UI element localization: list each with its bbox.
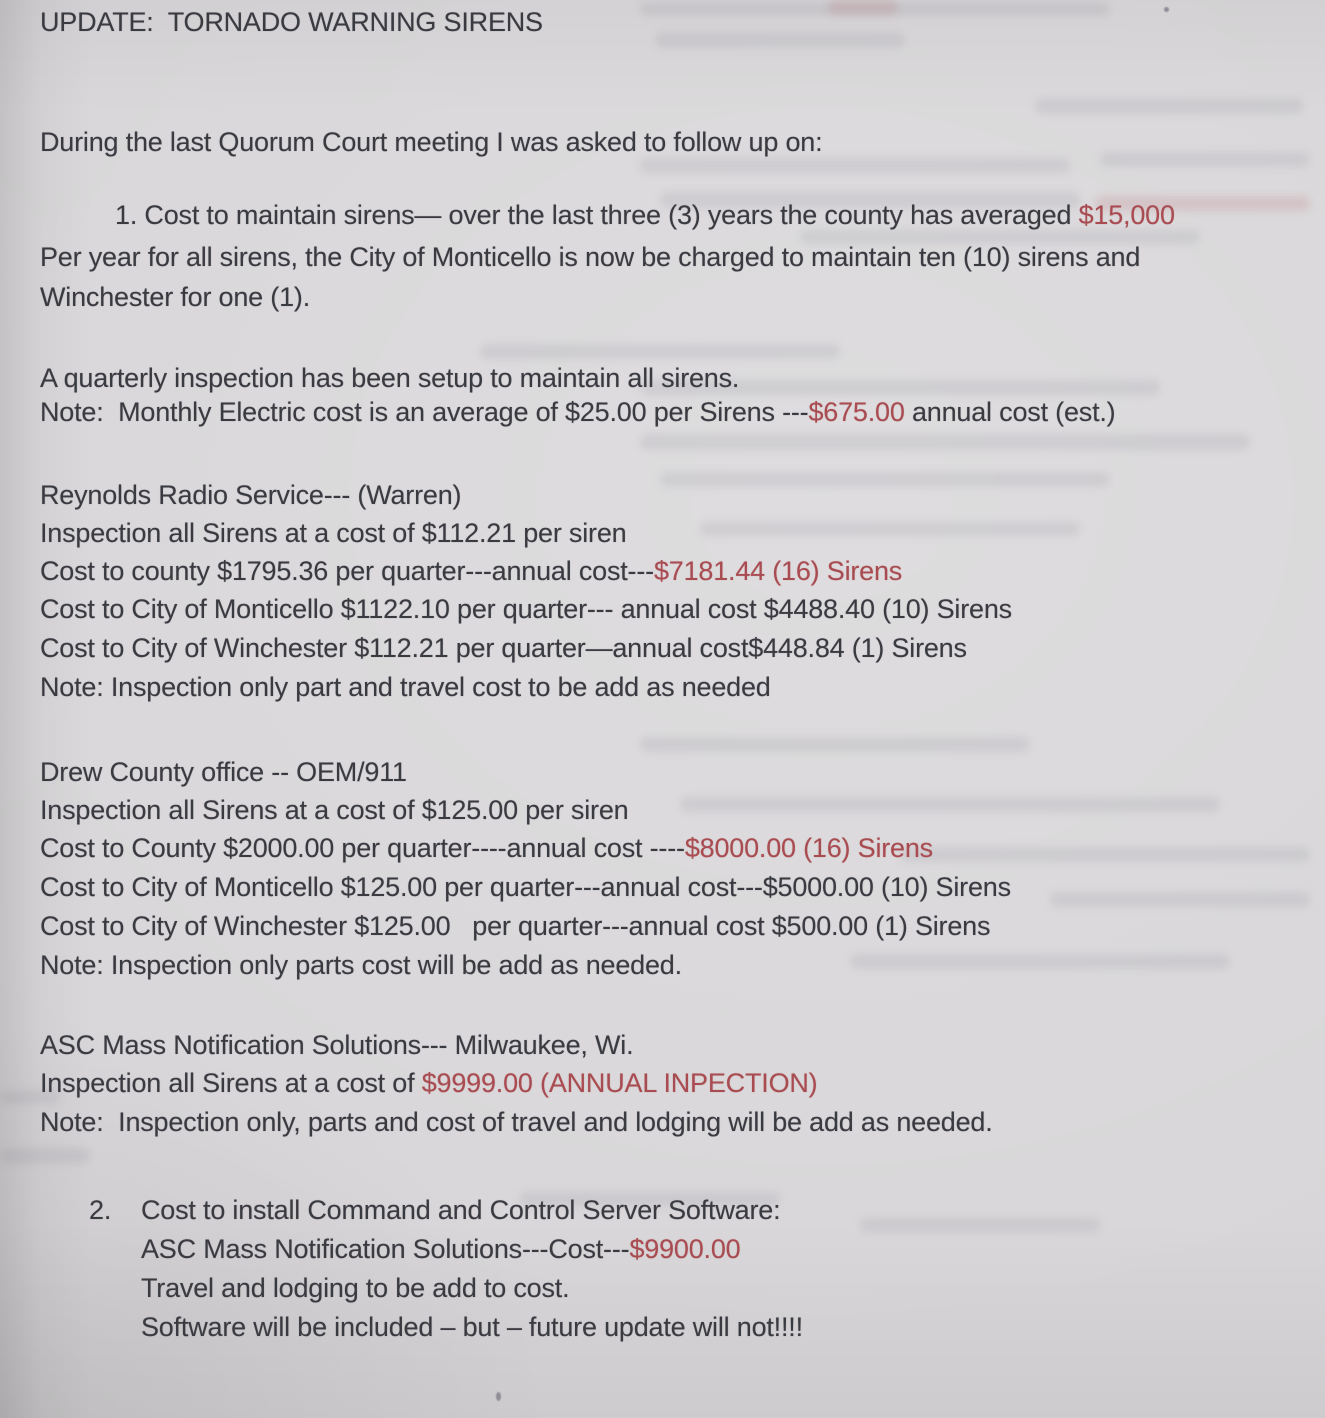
photo-speck (496, 1392, 501, 1401)
asc-inspection-line (40, 1067, 817, 1099)
bleed-through-smudge (660, 472, 1110, 487)
quarterly-note (40, 396, 1115, 428)
asc-annual-inspection-amount: $9999.00 (ANNUAL INPECTION) (421, 1068, 818, 1098)
reynolds-county-cost-line (40, 555, 902, 587)
item1-line2: Per year for all sirens, the City of Monticello is now be charged to maintain ten (10) sirens and (40, 242, 1141, 272)
item2-cost-amount: $9900.00 (629, 1234, 741, 1264)
item2-line1-text: Cost to install Command and Control Server Software: (141, 1195, 781, 1225)
bleed-through-smudge (1035, 98, 1303, 114)
bleed-through-smudge (700, 522, 1080, 536)
item2-line4: Software will be included – but – future update will not!!!! (141, 1312, 803, 1342)
item2-line2-text: ASC Mass Notification Solutions---Cost--- (141, 1234, 630, 1264)
quarterly-note-tail: annual cost (est.) (904, 397, 1116, 427)
bleed-through-smudge (860, 1218, 1100, 1232)
drew-monticello-cost-line: Cost to City of Monticello $125.00 per quarter---annual cost---$5000.00 (10) Sirens (40, 872, 1011, 902)
bleed-through-smudge (640, 737, 1030, 752)
item1-line1 (115, 199, 1175, 231)
drew-county-cost-text: Cost to County $2000.00 per quarter----annual cost ---- (40, 833, 685, 863)
drew-county-annual-amount: $8000.00 (16) Sirens (684, 833, 933, 863)
quarterly-line1: A quarterly inspection has been setup to maintain all sirens. (40, 363, 740, 393)
bleed-through-smudge (640, 434, 1250, 450)
bleed-through-smudge (640, 158, 1070, 173)
bleed-through-smudge (850, 954, 1230, 969)
asc-note: Note: Inspection only, parts and cost of travel and lodging will be add as needed. (40, 1107, 993, 1137)
doc-title: UPDATE: TORNADO WARNING SIRENS (40, 7, 543, 37)
drew-inspection-line: Inspection all Sirens at a cost of $125.00 per siren (40, 795, 629, 825)
bleed-through-smudge (655, 32, 905, 48)
item2-line1 (89, 1194, 780, 1226)
drew-heading: Drew County office -- OEM/911 (40, 757, 407, 787)
quarterly-note-text: Note: Monthly Electric cost is an average of $25.00 per Sirens --- (40, 397, 809, 427)
intro-line: During the last Quorum Court meeting I was asked to follow up on: (40, 127, 823, 157)
reynolds-county-cost-text: Cost to county $1795.36 per quarter---annual cost--- (40, 556, 654, 586)
bleed-through-smudge (1100, 152, 1310, 167)
bleed-through-smudge (828, 0, 898, 15)
photo-speck (1164, 7, 1169, 12)
item1-averaged-amount: $15,000 (1078, 200, 1175, 230)
bleed-through-smudge (1050, 892, 1310, 907)
reynolds-heading: Reynolds Radio Service--- (Warren) (40, 480, 462, 510)
drew-winchester-cost-line: Cost to City of Winchester $125.00 per quarter---annual cost $500.00 (1) Sirens (40, 911, 991, 941)
drew-note: Note: Inspection only parts cost will be add as needed. (40, 950, 682, 980)
reynolds-note: Note: Inspection only part and travel cost to be add as needed (40, 672, 771, 702)
item2-line3: Travel and lodging to be add to cost. (141, 1273, 570, 1303)
item2-line2 (141, 1233, 740, 1265)
item2-number: 2. (89, 1195, 112, 1225)
quarterly-annual-amount: $675.00 (808, 397, 905, 427)
asc-inspection-text: Inspection all Sirens at a cost of (40, 1068, 422, 1098)
reynolds-winchester-cost-line: Cost to City of Winchester $112.21 per quarter—annual cost$448.84 (1) Sirens (40, 633, 967, 663)
bleed-through-smudge (480, 344, 840, 359)
bleed-through-smudge (0, 1148, 90, 1164)
drew-county-cost-line (40, 832, 933, 864)
reynolds-county-annual-amount: $7181.44 (16) Sirens (653, 556, 903, 586)
reynolds-inspection-line: Inspection all Sirens at a cost of $112.21 per siren (40, 518, 627, 548)
bleed-through-smudge (680, 797, 1220, 812)
item1-line1-text: 1. Cost to maintain sirens— over the last three (3) years the county has averaged (115, 200, 1079, 230)
bleed-through-smudge (900, 847, 1310, 862)
reynolds-monticello-cost-line: Cost to City of Monticello $1122.10 per quarter--- annual cost $4488.40 (10) Sirens (40, 594, 1012, 624)
item1-line3: Winchester for one (1). (40, 282, 311, 312)
asc-heading: ASC Mass Notification Solutions--- Milwaukee, Wi. (40, 1030, 634, 1060)
